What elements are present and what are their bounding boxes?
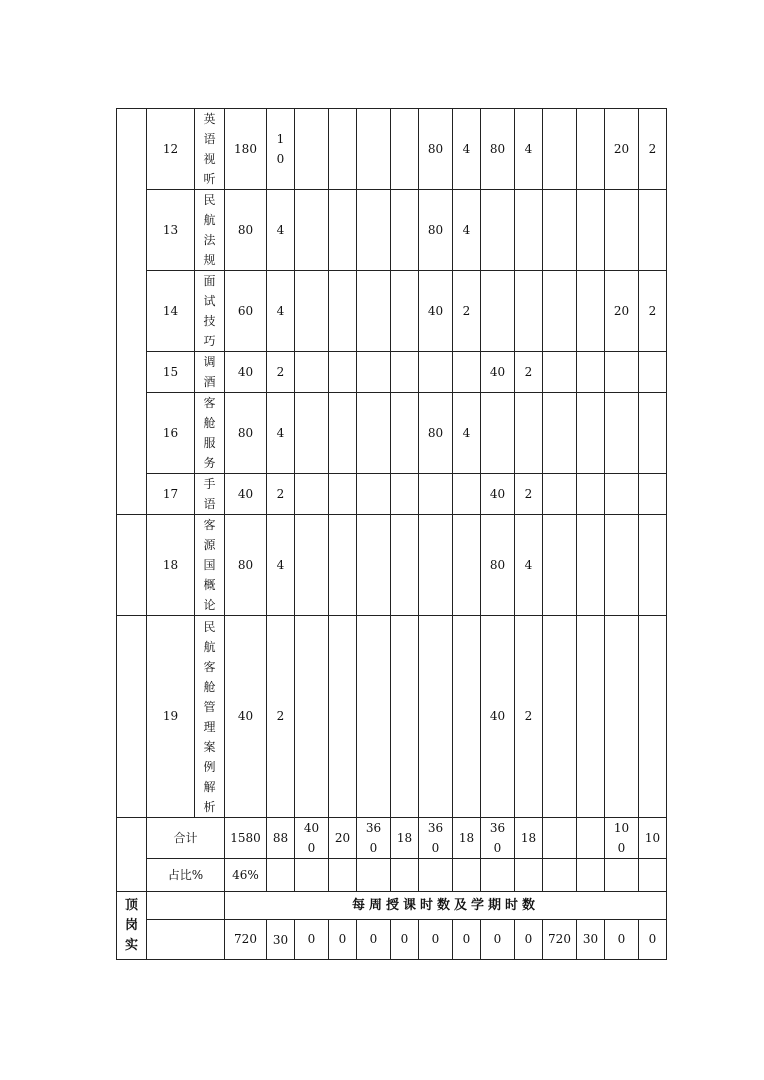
course-number: 16 (147, 393, 195, 474)
internship-cell: 0 (295, 920, 329, 960)
internship-cell: 0 (419, 920, 453, 960)
credit-text: 4 (276, 303, 285, 318)
total-hours: 80 (225, 515, 267, 616)
internship-cell: 0 (639, 920, 667, 960)
semester-cell (295, 393, 329, 474)
internship-cell: 30 (577, 920, 605, 960)
course-name-text: 面试技巧 (203, 274, 216, 348)
semester-cell: 2 (515, 474, 543, 515)
table-row (117, 352, 667, 393)
internship-cell: 0 (605, 920, 639, 960)
semester-cell (295, 352, 329, 393)
subtotal-cell-text: 400 (303, 821, 320, 855)
course-name (195, 393, 225, 474)
semester-cell (357, 190, 391, 271)
total-hours: 40 (225, 616, 267, 818)
internship-cell: 0 (481, 920, 515, 960)
semester-cell (357, 109, 391, 190)
empty-cell (329, 859, 357, 892)
semester-cell (295, 515, 329, 616)
semester-cell (543, 616, 577, 818)
internship-cell: 0 (453, 920, 481, 960)
semester-cell: 4 (515, 515, 543, 616)
credit-cell (267, 515, 295, 616)
semester-cell (329, 515, 357, 616)
semester-cell (295, 109, 329, 190)
semester-cell: 20 (605, 109, 639, 190)
semester-cell (357, 474, 391, 515)
weekly-hours-header-text: 每周授课时数及学期时数 (351, 898, 539, 913)
curriculum-table (116, 108, 667, 960)
semester-cell (391, 474, 419, 515)
internship-credit (267, 920, 295, 960)
semester-cell: 4 (515, 109, 543, 190)
course-name-text: 客源国概论 (203, 518, 216, 612)
total-hours: 80 (225, 393, 267, 474)
subtotal-cell (577, 818, 605, 859)
course-name-text: 手语 (203, 477, 216, 511)
empty-cell (577, 859, 605, 892)
empty-cell (605, 859, 639, 892)
semester-cell (515, 190, 543, 271)
semester-cell: 80 (481, 109, 515, 190)
semester-cell (605, 352, 639, 393)
semester-cell (639, 474, 667, 515)
semester-cell (453, 352, 481, 393)
credit-cell (267, 616, 295, 818)
course-name-text: 客舱服务 (203, 396, 216, 470)
semester-cell (605, 515, 639, 616)
semester-cell (639, 352, 667, 393)
credit-cell (267, 271, 295, 352)
semester-cell: 80 (481, 515, 515, 616)
semester-cell (577, 393, 605, 474)
semester-cell (639, 393, 667, 474)
weekly-hours-header (225, 892, 667, 920)
subtotal-cell (295, 818, 329, 859)
course-name (195, 616, 225, 818)
empty-cell (639, 859, 667, 892)
semester-cell (543, 393, 577, 474)
subtotal-cell (481, 818, 515, 859)
semester-cell (391, 190, 419, 271)
semester-cell (543, 352, 577, 393)
credit-cell (267, 393, 295, 474)
credit-text: 2 (276, 486, 285, 501)
credit-text: 2 (276, 709, 285, 723)
semester-cell (357, 616, 391, 818)
semester-cell (391, 393, 419, 474)
internship-row (117, 920, 667, 960)
semester-cell (543, 190, 577, 271)
semester-cell (605, 393, 639, 474)
subtotal-cell-text: 360 (427, 821, 444, 855)
semester-cell (543, 271, 577, 352)
semester-cell (543, 109, 577, 190)
semester-cell (391, 352, 419, 393)
semester-cell (329, 393, 357, 474)
semester-cell: 20 (605, 271, 639, 352)
semester-cell (329, 616, 357, 818)
semester-cell (295, 271, 329, 352)
credit-cell (267, 109, 295, 190)
semester-cell (419, 474, 453, 515)
credit-text: 10 (276, 132, 285, 166)
semester-cell: 40 (481, 474, 515, 515)
semester-cell (577, 190, 605, 271)
semester-cell (577, 616, 605, 818)
semester-cell (295, 474, 329, 515)
credit-text: 2 (276, 364, 285, 379)
table-row (117, 190, 667, 271)
semester-cell: 40 (481, 616, 515, 818)
course-name (195, 474, 225, 515)
course-name-text: 英语视听 (203, 112, 216, 186)
semester-cell (577, 515, 605, 616)
total-hours: 60 (225, 271, 267, 352)
subtotal-cell-text: 360 (365, 821, 382, 855)
table-row (117, 474, 667, 515)
semester-cell (605, 616, 639, 818)
semester-cell (391, 109, 419, 190)
internship-cell: 0 (391, 920, 419, 960)
semester-cell (481, 271, 515, 352)
semester-cell: 40 (419, 271, 453, 352)
course-name (195, 271, 225, 352)
empty-cell (147, 892, 225, 920)
subtotal-cell (357, 818, 391, 859)
course-name (195, 109, 225, 190)
total-hours: 40 (225, 352, 267, 393)
table-body (117, 109, 667, 960)
semester-cell (577, 109, 605, 190)
semester-cell (481, 190, 515, 271)
semester-cell (357, 393, 391, 474)
table-row (117, 393, 667, 474)
semester-cell (453, 616, 481, 818)
semester-cell (543, 515, 577, 616)
semester-cell (357, 271, 391, 352)
ratio-label: 占比% (147, 859, 225, 892)
course-name-text: 民航法规 (203, 193, 216, 267)
ratio-row (117, 859, 667, 892)
semester-cell (295, 190, 329, 271)
empty-cell (391, 859, 419, 892)
table-row (117, 616, 667, 818)
internship-credit-text: 30 (272, 932, 289, 947)
semester-cell (577, 352, 605, 393)
semester-cell: 80 (419, 190, 453, 271)
group-cell (117, 616, 147, 818)
semester-cell: 2 (453, 271, 481, 352)
empty-cell (147, 920, 225, 960)
semester-cell: 2 (639, 109, 667, 190)
credit-cell (267, 352, 295, 393)
credit-cell (267, 474, 295, 515)
semester-cell (391, 515, 419, 616)
semester-cell (329, 190, 357, 271)
semester-cell: 2 (515, 616, 543, 818)
subtotal-cell (605, 818, 639, 859)
semester-cell (577, 474, 605, 515)
semester-cell (639, 515, 667, 616)
internship-label (117, 892, 147, 960)
credit-cell (267, 190, 295, 271)
group-cell (117, 109, 147, 515)
semester-cell (515, 393, 543, 474)
semester-cell (357, 352, 391, 393)
subtotal-cell: 18 (391, 818, 419, 859)
course-name-text: 调酒 (203, 355, 216, 389)
course-name-text: 民航客舱管理案例解析 (203, 619, 216, 814)
course-name (195, 190, 225, 271)
ratio-value: 46% (225, 859, 267, 892)
total-hours: 40 (225, 474, 267, 515)
semester-cell: 4 (453, 109, 481, 190)
internship-cell: 0 (357, 920, 391, 960)
empty-cell (515, 859, 543, 892)
semester-cell (605, 474, 639, 515)
course-number: 19 (147, 616, 195, 818)
semester-cell: 80 (419, 393, 453, 474)
semester-cell (639, 190, 667, 271)
empty-cell (357, 859, 391, 892)
course-number: 14 (147, 271, 195, 352)
subtotal-total: 1580 (225, 818, 267, 859)
semester-cell (329, 352, 357, 393)
empty-cell (267, 859, 295, 892)
credit-text: 4 (276, 222, 285, 237)
semester-cell (543, 474, 577, 515)
semester-cell (453, 515, 481, 616)
semester-cell (605, 190, 639, 271)
subtotal-credit-text: 88 (272, 831, 289, 845)
semester-cell (453, 474, 481, 515)
empty-cell (453, 859, 481, 892)
empty-cell (295, 859, 329, 892)
semester-cell: 2 (515, 352, 543, 393)
course-number: 15 (147, 352, 195, 393)
subtotal-cell-text: 360 (489, 821, 506, 855)
table-row (117, 271, 667, 352)
semester-cell (391, 271, 419, 352)
credit-text: 4 (276, 425, 285, 440)
semester-cell (515, 271, 543, 352)
credit-text: 4 (276, 557, 285, 572)
semester-cell (639, 616, 667, 818)
internship-header-row (117, 892, 667, 920)
internship-total: 720 (225, 920, 267, 960)
semester-cell: 40 (481, 352, 515, 393)
subtotal-cell (543, 818, 577, 859)
subtotal-cell (419, 818, 453, 859)
subtotal-cell: 18 (453, 818, 481, 859)
empty-cell (543, 859, 577, 892)
semester-cell (357, 515, 391, 616)
subtotal-cell: 20 (329, 818, 357, 859)
semester-cell (577, 271, 605, 352)
semester-cell (295, 616, 329, 818)
course-number: 18 (147, 515, 195, 616)
empty-cell (419, 859, 453, 892)
internship-cell: 0 (329, 920, 357, 960)
course-number: 17 (147, 474, 195, 515)
semester-cell (419, 352, 453, 393)
semester-cell (329, 474, 357, 515)
internship-cell: 0 (515, 920, 543, 960)
subtotal-cell-text: 100 (613, 821, 630, 855)
course-name (195, 352, 225, 393)
semester-cell: 80 (419, 109, 453, 190)
course-name (195, 515, 225, 616)
semester-cell (419, 515, 453, 616)
semester-cell: 4 (453, 190, 481, 271)
semester-cell (419, 616, 453, 818)
internship-cell: 720 (543, 920, 577, 960)
subtotal-cell: 10 (639, 818, 667, 859)
semester-cell (391, 616, 419, 818)
total-hours: 180 (225, 109, 267, 190)
subtotal-row (117, 818, 667, 859)
semester-cell (329, 109, 357, 190)
total-hours: 80 (225, 190, 267, 271)
group-cell (117, 515, 147, 616)
internship-label-text: 顶岗实 (124, 897, 138, 953)
subtotal-credit (267, 818, 295, 859)
empty-cell (481, 859, 515, 892)
semester-cell (329, 271, 357, 352)
subtotal-cell: 18 (515, 818, 543, 859)
semester-cell: 4 (453, 393, 481, 474)
table-row (117, 515, 667, 616)
table-row (117, 109, 667, 190)
group-cell (117, 818, 147, 892)
semester-cell: 2 (639, 271, 667, 352)
course-number: 13 (147, 190, 195, 271)
subtotal-label: 合计 (147, 818, 225, 859)
semester-cell (481, 393, 515, 474)
course-number: 12 (147, 109, 195, 190)
